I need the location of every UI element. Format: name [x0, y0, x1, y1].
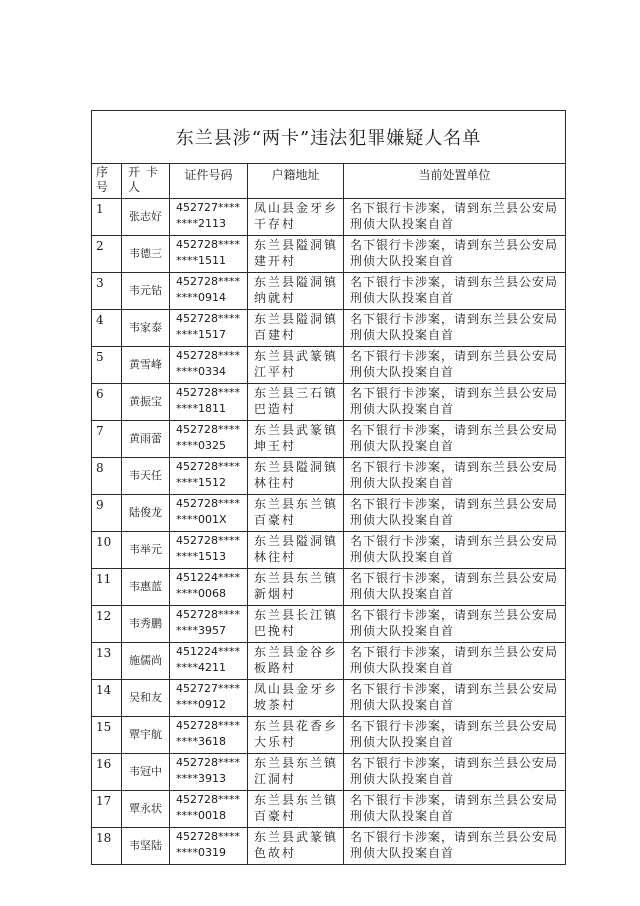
address-line1: 东兰县长江镇 — [254, 608, 339, 622]
handling-unit-line1: 名下银行卡涉案，请到东兰县公安局 — [350, 756, 559, 770]
cell-id-number — [170, 717, 248, 754]
address-line1: 东兰县东兰镇 — [254, 793, 339, 807]
table-row — [92, 347, 566, 384]
address-line1: 东兰县隘洞镇 — [254, 460, 339, 474]
cell-id-number — [170, 532, 248, 569]
id-number-line1: 452728**** — [176, 719, 240, 732]
cell-cardholder-name: 黄雪峰 — [122, 347, 170, 384]
cell-serial-number: 9 — [92, 495, 122, 532]
title-row — [92, 111, 566, 164]
table-row — [92, 273, 566, 310]
cell-id-number — [170, 791, 248, 828]
id-number-line1: 451224**** — [176, 645, 240, 658]
cell-handling-unit — [344, 495, 566, 532]
cell-handling-unit — [344, 458, 566, 495]
handling-unit-line1: 名下银行卡涉案，请到东兰县公安局 — [350, 423, 559, 437]
address-line2: 林往村 — [254, 550, 297, 564]
id-number-line2: ****0334 — [176, 365, 226, 378]
cell-serial-number: 11 — [92, 569, 122, 606]
handling-unit-line2: 刑侦大队投案自首 — [350, 254, 455, 268]
cell-household-address — [248, 643, 344, 680]
header-row — [92, 164, 566, 199]
header-address: 户籍地址 — [248, 164, 344, 199]
cell-id-number — [170, 273, 248, 310]
handling-unit-line2: 刑侦大队投案自首 — [350, 698, 455, 712]
cell-cardholder-name: 陆俊龙 — [122, 495, 170, 532]
table-row — [92, 569, 566, 606]
id-number-line2: ****3957 — [176, 624, 226, 637]
id-number-line1: 452728**** — [176, 312, 240, 325]
address-line1: 东兰县三石镇 — [254, 386, 339, 400]
cell-handling-unit — [344, 828, 566, 865]
cell-cardholder-name: 黄雨蕾 — [122, 421, 170, 458]
cell-serial-number: 10 — [92, 532, 122, 569]
cell-cardholder-name: 覃永状 — [122, 791, 170, 828]
cell-household-address — [248, 680, 344, 717]
cell-household-address — [248, 606, 344, 643]
cell-serial-number: 18 — [92, 828, 122, 865]
address-line1: 东兰县武篆镇 — [254, 423, 339, 437]
cell-household-address — [248, 569, 344, 606]
handling-unit-line1: 名下银行卡涉案，请到东兰县公安局 — [350, 386, 559, 400]
cell-handling-unit — [344, 273, 566, 310]
cell-handling-unit — [344, 717, 566, 754]
table-row — [92, 643, 566, 680]
cell-handling-unit — [344, 643, 566, 680]
cell-serial-number: 6 — [92, 384, 122, 421]
cell-handling-unit — [344, 310, 566, 347]
cell-cardholder-name: 韦家泰 — [122, 310, 170, 347]
cell-handling-unit — [344, 421, 566, 458]
id-number-line2: ****3913 — [176, 772, 226, 785]
id-number-line1: 452727**** — [176, 682, 240, 695]
cell-serial-number: 14 — [92, 680, 122, 717]
address-line1: 凤山县金牙乡 — [254, 682, 339, 696]
cell-handling-unit — [344, 347, 566, 384]
handling-unit-line1: 名下银行卡涉案，请到东兰县公安局 — [350, 571, 559, 585]
cell-household-address — [248, 236, 344, 273]
id-number-line1: 452727**** — [176, 201, 240, 214]
cell-handling-unit — [344, 384, 566, 421]
id-number-line1: 452728**** — [176, 275, 240, 288]
cell-serial-number: 2 — [92, 236, 122, 273]
address-line2: 江洞村 — [254, 772, 297, 786]
cell-id-number — [170, 828, 248, 865]
table-row — [92, 606, 566, 643]
table-row — [92, 532, 566, 569]
cell-household-address — [248, 495, 344, 532]
id-number-line2: ****0912 — [176, 698, 226, 711]
cell-id-number — [170, 495, 248, 532]
handling-unit-line1: 名下银行卡涉案，请到东兰县公安局 — [350, 830, 559, 844]
cell-id-number — [170, 199, 248, 236]
id-number-line2: ****1811 — [176, 402, 226, 415]
cell-handling-unit — [344, 606, 566, 643]
cell-id-number — [170, 754, 248, 791]
cell-household-address — [248, 532, 344, 569]
cell-cardholder-name: 黄振宝 — [122, 384, 170, 421]
address-line1: 东兰县隘洞镇 — [254, 534, 339, 548]
id-number-line1: 452728**** — [176, 608, 240, 621]
id-number-line2: ****1513 — [176, 550, 226, 563]
table-row — [92, 828, 566, 865]
cell-serial-number: 13 — [92, 643, 122, 680]
cell-cardholder-name: 韦元钻 — [122, 273, 170, 310]
handling-unit-line2: 刑侦大队投案自首 — [350, 365, 455, 379]
header-serial-line1: 序 — [96, 165, 109, 179]
cell-id-number — [170, 643, 248, 680]
cell-handling-unit — [344, 791, 566, 828]
handling-unit-line2: 刑侦大队投案自首 — [350, 328, 455, 342]
handling-unit-line2: 刑侦大队投案自首 — [350, 291, 455, 305]
cell-id-number — [170, 458, 248, 495]
cell-handling-unit — [344, 680, 566, 717]
id-number-line2: ****4211 — [176, 661, 226, 674]
id-number-line2: ****3618 — [176, 735, 226, 748]
cell-cardholder-name: 覃宇航 — [122, 717, 170, 754]
header-handling-unit: 当前处置单位 — [344, 164, 566, 199]
cell-serial-number: 17 — [92, 791, 122, 828]
address-line2: 坤王村 — [254, 439, 297, 453]
id-number-line1: 452728**** — [176, 423, 240, 436]
id-number-line2: ****1512 — [176, 476, 226, 489]
header-serial-line2: 号 — [96, 180, 109, 194]
cell-household-address — [248, 310, 344, 347]
handling-unit-line2: 刑侦大队投案自首 — [350, 402, 455, 416]
cell-serial-number: 7 — [92, 421, 122, 458]
table-row — [92, 236, 566, 273]
cell-household-address — [248, 273, 344, 310]
cell-household-address — [248, 384, 344, 421]
header-cardholder — [122, 164, 170, 199]
id-number-line2: ****0018 — [176, 809, 226, 822]
table-row — [92, 310, 566, 347]
table-row — [92, 384, 566, 421]
handling-unit-line2: 刑侦大队投案自首 — [350, 735, 455, 749]
address-line2: 巴挽村 — [254, 624, 297, 638]
cell-cardholder-name: 韦秀鹏 — [122, 606, 170, 643]
handling-unit-line2: 刑侦大队投案自首 — [350, 661, 455, 675]
address-line2: 干存村 — [254, 217, 297, 231]
address-line1: 东兰县隘洞镇 — [254, 238, 339, 252]
address-line2: 江平村 — [254, 365, 297, 379]
header-cardholder-line2: 人 — [128, 180, 147, 194]
handling-unit-line1: 名下银行卡涉案，请到东兰县公安局 — [350, 460, 559, 474]
header-cardholder-line1: 开卡 — [128, 165, 165, 179]
cell-serial-number: 15 — [92, 717, 122, 754]
address-line1: 东兰县东兰镇 — [254, 756, 339, 770]
handling-unit-line2: 刑侦大队投案自首 — [350, 439, 455, 453]
table-row — [92, 717, 566, 754]
handling-unit-line2: 刑侦大队投案自首 — [350, 772, 455, 786]
handling-unit-line1: 名下银行卡涉案，请到东兰县公安局 — [350, 275, 559, 289]
handling-unit-line1: 名下银行卡涉案，请到东兰县公安局 — [350, 349, 559, 363]
handling-unit-line2: 刑侦大队投案自首 — [350, 587, 455, 601]
cell-household-address — [248, 754, 344, 791]
cell-household-address — [248, 458, 344, 495]
address-line2: 坡茶村 — [254, 698, 297, 712]
cell-id-number — [170, 347, 248, 384]
cell-household-address — [248, 717, 344, 754]
id-number-line1: 452728**** — [176, 460, 240, 473]
address-line2: 新烟村 — [254, 587, 297, 601]
address-line1: 东兰县金谷乡 — [254, 645, 339, 659]
address-line1: 东兰县花香乡 — [254, 719, 339, 733]
id-number-line1: 452728**** — [176, 497, 240, 510]
handling-unit-line1: 名下银行卡涉案，请到东兰县公安局 — [350, 312, 559, 326]
address-line2: 纳就村 — [254, 291, 297, 305]
table-row — [92, 680, 566, 717]
id-number-line1: 451224**** — [176, 571, 240, 584]
address-line1: 东兰县武篆镇 — [254, 830, 339, 844]
cell-cardholder-name: 吴和友 — [122, 680, 170, 717]
suspect-list-table — [91, 110, 566, 865]
id-number-line2: ****001X — [176, 513, 227, 526]
cell-serial-number: 8 — [92, 458, 122, 495]
address-line2: 大乐村 — [254, 735, 297, 749]
table-row — [92, 421, 566, 458]
cell-id-number — [170, 236, 248, 273]
cell-serial-number: 5 — [92, 347, 122, 384]
cell-household-address — [248, 199, 344, 236]
address-line2: 巴造村 — [254, 402, 297, 416]
cell-cardholder-name: 韦惠蓝 — [122, 569, 170, 606]
id-number-line1: 452728**** — [176, 386, 240, 399]
handling-unit-line1: 名下银行卡涉案，请到东兰县公安局 — [350, 645, 559, 659]
handling-unit-line2: 刑侦大队投案自首 — [350, 513, 455, 527]
id-number-line1: 452728**** — [176, 238, 240, 251]
id-number-line2: ****1517 — [176, 328, 226, 341]
id-number-line2: ****0319 — [176, 846, 226, 859]
cell-household-address — [248, 347, 344, 384]
cell-serial-number: 12 — [92, 606, 122, 643]
cell-serial-number: 4 — [92, 310, 122, 347]
address-line2: 色故村 — [254, 846, 297, 860]
handling-unit-line1: 名下银行卡涉案，请到东兰县公安局 — [350, 793, 559, 807]
address-line2: 百豪村 — [254, 809, 297, 823]
cell-household-address — [248, 828, 344, 865]
table-row — [92, 458, 566, 495]
id-number-line1: 452728**** — [176, 534, 240, 547]
handling-unit-line1: 名下银行卡涉案，请到东兰县公安局 — [350, 238, 559, 252]
cell-id-number — [170, 421, 248, 458]
cell-household-address — [248, 421, 344, 458]
handling-unit-line2: 刑侦大队投案自首 — [350, 550, 455, 564]
cell-serial-number: 16 — [92, 754, 122, 791]
address-line1: 凤山县金牙乡 — [254, 201, 339, 215]
cell-handling-unit — [344, 199, 566, 236]
handling-unit-line1: 名下银行卡涉案，请到东兰县公安局 — [350, 534, 559, 548]
cell-handling-unit — [344, 754, 566, 791]
table-row — [92, 754, 566, 791]
id-number-line1: 452728**** — [176, 830, 240, 843]
cell-id-number — [170, 310, 248, 347]
address-line1: 东兰县东兰镇 — [254, 571, 339, 585]
address-line2: 百豪村 — [254, 513, 297, 527]
cell-id-number — [170, 384, 248, 421]
header-serial-number — [92, 164, 122, 199]
header-id-number: 证件号码 — [170, 164, 248, 199]
address-line1: 东兰县隘洞镇 — [254, 312, 339, 326]
cell-handling-unit — [344, 236, 566, 273]
cell-serial-number: 3 — [92, 273, 122, 310]
document-title: 东兰县涉“两卡”违法犯罪嫌疑人名单 — [92, 111, 566, 164]
cell-handling-unit — [344, 532, 566, 569]
address-line2: 林往村 — [254, 476, 297, 490]
address-line1: 东兰县隘洞镇 — [254, 275, 339, 289]
cell-id-number — [170, 569, 248, 606]
handling-unit-line1: 名下银行卡涉案，请到东兰县公安局 — [350, 719, 559, 733]
cell-cardholder-name: 韦举元 — [122, 532, 170, 569]
handling-unit-line2: 刑侦大队投案自首 — [350, 217, 455, 231]
id-number-line2: ****0068 — [176, 587, 226, 600]
id-number-line2: ****0325 — [176, 439, 226, 452]
cell-id-number — [170, 606, 248, 643]
table-row — [92, 199, 566, 236]
cell-handling-unit — [344, 569, 566, 606]
cell-cardholder-name: 韦德三 — [122, 236, 170, 273]
address-line2: 建开村 — [254, 254, 297, 268]
address-line2: 百建村 — [254, 328, 297, 342]
cell-cardholder-name: 张志好 — [122, 199, 170, 236]
cell-serial-number: 1 — [92, 199, 122, 236]
table-row — [92, 791, 566, 828]
id-number-line1: 452728**** — [176, 756, 240, 769]
cell-id-number — [170, 680, 248, 717]
address-line1: 东兰县武篆镇 — [254, 349, 339, 363]
cell-cardholder-name: 韦坚陆 — [122, 828, 170, 865]
handling-unit-line1: 名下银行卡涉案，请到东兰县公安局 — [350, 201, 559, 215]
handling-unit-line2: 刑侦大队投案自首 — [350, 846, 455, 860]
handling-unit-line2: 刑侦大队投案自首 — [350, 624, 455, 638]
handling-unit-line2: 刑侦大队投案自首 — [350, 476, 455, 490]
cell-household-address — [248, 791, 344, 828]
cell-cardholder-name: 施儒尚 — [122, 643, 170, 680]
cell-cardholder-name: 韦天任 — [122, 458, 170, 495]
handling-unit-line1: 名下银行卡涉案，请到东兰县公安局 — [350, 497, 559, 511]
id-number-line1: 452728**** — [176, 793, 240, 806]
handling-unit-line1: 名下银行卡涉案，请到东兰县公安局 — [350, 608, 559, 622]
address-line2: 板路村 — [254, 661, 297, 675]
cell-cardholder-name: 韦冠中 — [122, 754, 170, 791]
id-number-line2: ****0914 — [176, 291, 226, 304]
id-number-line2: ****2113 — [176, 217, 226, 230]
address-line1: 东兰县东兰镇 — [254, 497, 339, 511]
id-number-line2: ****1511 — [176, 254, 226, 267]
id-number-line1: 452728**** — [176, 349, 240, 362]
handling-unit-line1: 名下银行卡涉案，请到东兰县公安局 — [350, 682, 559, 696]
handling-unit-line2: 刑侦大队投案自首 — [350, 809, 455, 823]
table-row — [92, 495, 566, 532]
